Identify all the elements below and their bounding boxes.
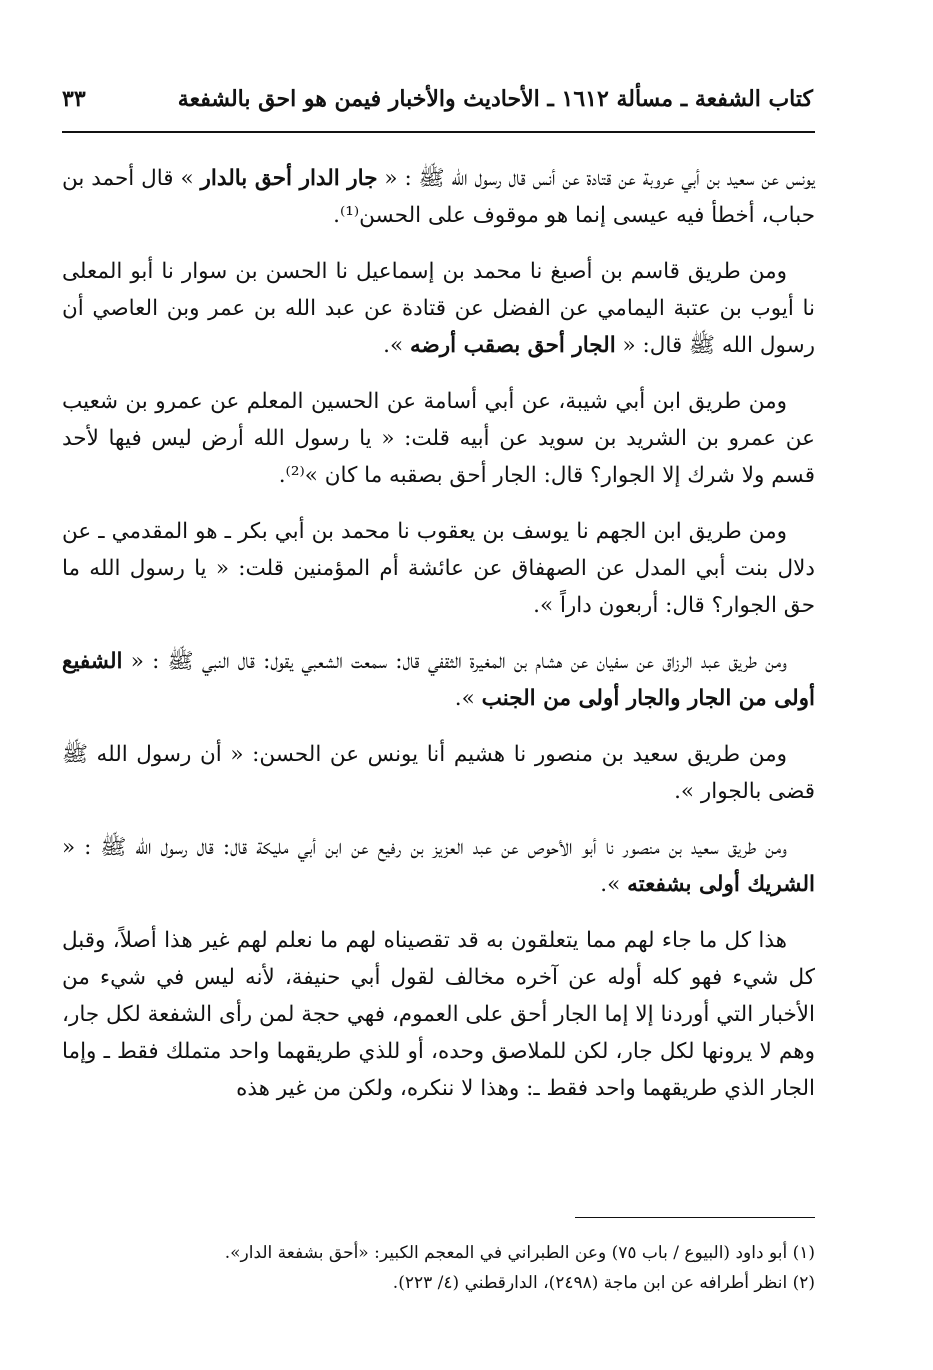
- paragraph-3: ومن طريق ابن أبي شيبة، عن أبي أسامة عن الحسين المعلم عن عمرو بن شعيب عن عمرو بن الشريد بن سويد عن أبيه قلت: « يا رسول الله أرض ليس فيها لأحد قسم ولا شرك إلا الجوار؟ قال: الجار أحق بصقبه ما كان »⁽²⁾.: [62, 389, 815, 488]
- paragraph-4: ومن طريق ابن الجهم نا يوسف بن يعقوب نا محمد بن أبي بكر ـ هو المقدمي ـ عن دلال بنت أبي المدل عن الصهفاق عن عائشة أم المؤمنين قلت: « يا رسول الله ما حق الجوار؟ قال: أربعون داراً ».: [62, 519, 815, 618]
- footnotes: [62, 1238, 815, 1298]
- running-title: كتاب الشفعة ـ مسألة ١٦١٢ ـ الأحاديث والأخبار فيمن هو احق بالشفعة: [177, 86, 813, 112]
- body-text: [62, 160, 815, 1126]
- page-number: ٣٣: [62, 86, 86, 112]
- hadith-text: الجار أحق بصقب أرضه: [409, 333, 616, 358]
- paragraph-1: يونس عن سعيد بن أبي عروبة عن قتادة عن أنس قال رسول الله ﷺ : « جار الدار أحق بالدار » قال أحمد بن حباب، أخطأ فيه عيسى إنما هو موقوف على الحسن⁽¹⁾.: [62, 166, 815, 228]
- running-header: [62, 86, 813, 126]
- paragraph-8: هذا كل ما جاء لهم مما يتعلقون به قد تقصيناه لهم ما نعلم لهم غير هذا أصلاً، وقبل كل شيء فهو كله أوله عن آخره مخالف لقول أبي حنيفة، لأنه ليس في شيء من الأخبار التي أوردنا إلا إما الجار أحق على العموم، فهي حجة لمن رأى الشفعة لكل جار، وهم لا يرونها لكل جار، لكن للملاصق وحده، أو للذي طريقهما واحد متملك فقط ـ وإما الجار الذي طريقهما واحد فقط ـ: وهذا لا ننكره، ولكن من غير هذه: [62, 928, 815, 1101]
- paragraph-7: ومن طريق سعيد بن منصور نا أبو الأحوص عن عبد العزيز بن رفيع عن ابن أبي مليكة قال: قال رسول الله ﷺ : « الشريك أولى بشفعته ».: [62, 835, 815, 897]
- paragraph-5: ومن طريق عبد الرزاق عن سفيان عن هشام بن المغيرة الثقفي قال: سمعت الشعبي يقول: قال النبي ﷺ : « الشفيع أولى من الجار والجار أولى من الجنب ».: [62, 649, 815, 711]
- paragraph-6: ومن طريق سعيد بن منصور نا هشيم أنا يونس عن الحسن: « أن رسول الله ﷺ قضى بالجوار ».: [62, 742, 815, 804]
- header-rule: [62, 131, 815, 133]
- footnote-rule: [575, 1217, 815, 1218]
- paragraph-2: ومن طريق قاسم بن أصبغ نا محمد بن إسماعيل نا الحسن بن سوار نا أبو المعلى نا أيوب بن عتبة اليمامي عن الفضل عن قتادة عن عبد الله بن عمر وبن العاصي أن رسول الله ﷺ قال: « الجار أحق بصقب أرضه ».: [62, 259, 815, 358]
- hadith-text: جار الدار أحق بالدار: [200, 166, 378, 191]
- hadith-text: الشفيع أولى من الجار والجار أولى من الجنب: [62, 649, 815, 711]
- footnote-1: (١) أبو داود (البيوع / باب ٧٥) وعن الطبراني في المعجم الكبير: «أحق بشفعة الدار».: [224, 1243, 815, 1263]
- footnote-2: (٢) انظر أطرافه عن ابن ماجة (٢٤٩٨)، الدارقطني (٤/ ٢٢٣).: [392, 1273, 815, 1293]
- hadith-text: الشريك أولى بشفعته: [627, 872, 815, 897]
